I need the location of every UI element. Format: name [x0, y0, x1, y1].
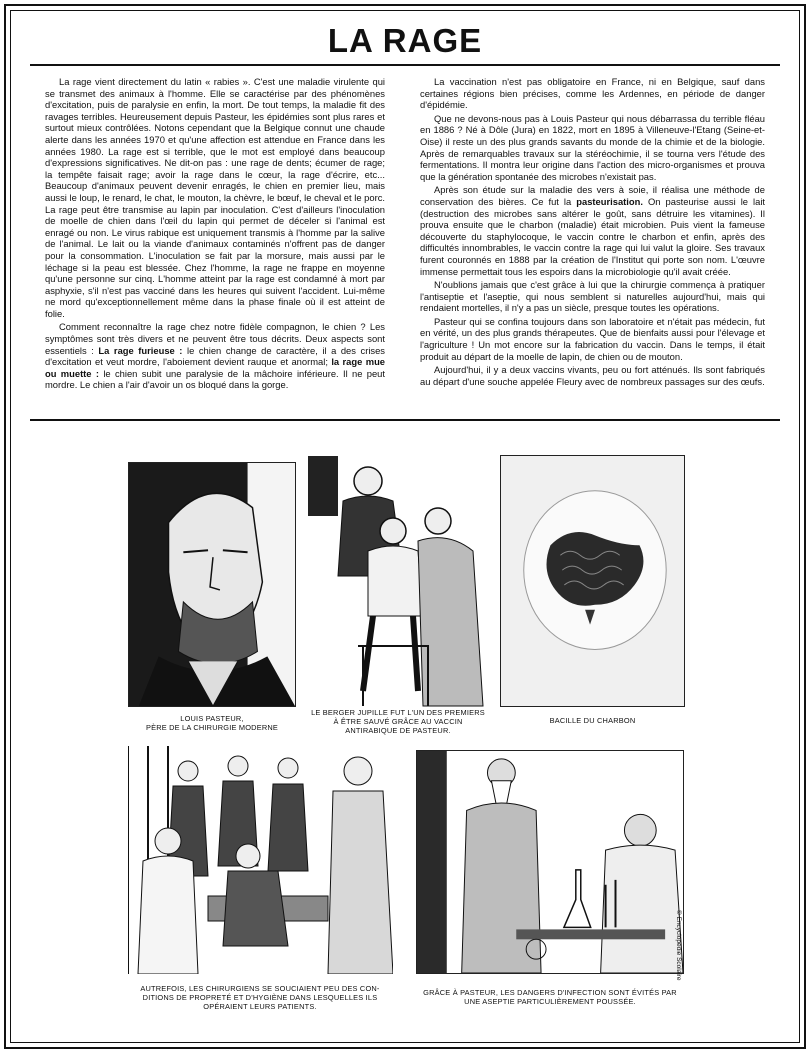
jupille-vaccination-illustration — [308, 456, 488, 708]
caption-line: DITIONS DE PROPRETÉ ET D'HYGIÈNE DANS LESQUELLES ILS — [142, 993, 378, 1002]
old-surgery-caption — [110, 984, 410, 1011]
bacille-caption: BACILLE DU CHARBON — [549, 716, 636, 725]
caption-line: LOUIS PASTEUR, — [180, 714, 244, 723]
paragraph — [420, 184, 765, 277]
bold-term: pasteurisation. — [576, 195, 643, 207]
title-rule — [30, 64, 780, 66]
text-run: le chien subit une paralysie de la mâchoire inférieure. Il ne peut mordre. Le chien a l'air d'avoir un os bloqué dans la gorge. — [45, 367, 386, 391]
caption-line: LE BERGER JUPILLE FUT L'UN DES PREMIERS — [311, 708, 485, 717]
bacille-charbon-illustration — [500, 455, 685, 707]
paragraph: La rage vient directement du latin « rabies ». C'est une maladie virulente qui se transmet des animaux à l'homme. Elle se caractérise par des phénomènes d'excitation, puis de paralysie en enfin, la mort. De tout temps, la maladie fit des ravages terribles. Heureusement depuis Pasteur, les épidémies sont plus rares et surtout mieux contrôlées. Notons cependant que la Belgique connut une chaude alerte dans les années 1970 et qu'une affection est attendue en France dans les années 1980. La rage est si terrible, que le mot est employé dans beaucoup d'expressions significatives. Ne dit-on pas : une rage de dents; écumer de rage; la tempête faisait rage; avoir la rage dans le cœur, la rage d'écrire, etc... Beaucoup d'animaux peuvent devenir enragés, le chien en premier lieu, mais aussi le loup, le renard, le chat, le mouton, la chèvre, le bœuf, le cheval et le porc. La rage peut être transmise au lapin par inoculation. C'est d'ailleurs l'inoculation de moelle de chien dans l'œil du lapin qui permet de déceler si l'animal est enragé ou non. Le virus rabique est uniquement transmis à l'homme par la salive de l'animal. Le lait ou la viande d'animaux contaminés n'offrent pas de danger pour la consommation. L'inoculation se fait par la morsure, mais aussi par le léchage si la peau est blessée. Chez l'homme, la rage ne frappe en moyenne qu'une personne sur cinq. L'homme atteint par la rage est condamné à mort par asphyxie, s'il n'est pas vacciné dans les heures qui suivent l'accident. Lui-même ne mord qu'exceptionnellement même dans la phase finale où il est atteint de folie. — [45, 76, 385, 319]
paragraph: Que ne devons-nous pas à Louis Pasteur qui nous débarrassa du terrible fléau en 1886 ? Né à Dôle (Jura) en 1822, mort en 1895 à Villeneuve-l'Etang (Seine-et-Oise) il reste un des plus grands savants du monde de la chimie et de la biologie. Après de remarquables travaux sur la stéréochimie, il se tourna vers l'étude des fermentations. Il montra leur origine dans l'action des micro-organismes et prouva que la génération spontanée des microbes n'existait pas. — [420, 112, 765, 182]
paragraph: Aujourd'hui, il y a deux vaccins vivants, peu ou fort atténués. Ils sont fabriqués au départ d'une souche appelée Fleury avec de nombreux passages sur des œufs. — [420, 364, 765, 387]
paragraph: N'oublions jamais que c'est grâce à lui que la chirurgie commença à pratiquer l'antiseptie et l'aseptie, qui nous semblent si naturelles aujourd'hui, mais qui rendaient mortelles, il n'y a pas un siècle, presque toutes les opérations. — [420, 279, 765, 314]
bold-term: La rage furieuse : — [98, 344, 183, 356]
caption-line: OPÉRAIENT LEURS PATIENTS. — [203, 1002, 317, 1011]
aseptic-lab-illustration — [416, 750, 684, 974]
text-run: On pasteurise aussi le lait (destruction des microbes sans altérer le goût, sans détruire les vitamines). Il prouva ensuite que le charbon (maladie) était microbien. Puis vient la fameuse découverte du staphylocoque, le vaccin contre le charbon et enfin, après des difficultés innombrables, le vaccin contre la rage qui lui valut la gloire. Ses travaux furent couronnés en 1888 par la création de l'Institut qui porte son nom. L'œuvre immense permettait tous les espoirs dans la microbiologie qu'il avait créée. — [420, 195, 766, 277]
caption-line: UNE ASEPTIE PARTICULIÈREMENT POUSSÉE. — [464, 997, 636, 1006]
text-run: Après son étude sur la maladie des vers à soie, il réalisa une méthode de conservation des bières. Ce fut la — [420, 184, 765, 207]
pasteur-portrait-illustration — [128, 462, 296, 707]
paragraph: La vaccination n'est pas obligatoire en France, ni en Belgique, sauf dans certaines régions bien précises, comme les Ardennes, en période de danger d'épidémie. — [420, 76, 765, 111]
page-title: LA RAGE — [327, 22, 483, 59]
bold-term: la rage mue ou muette : — [45, 356, 386, 379]
left-text-column — [45, 76, 385, 393]
text-run: Comment reconnaître la rage chez notre fidèle compagnon, le chien ? Les symptômes sont très divers et ne peuvent être tous décrits. Deux aspects sont essentiels : — [45, 321, 385, 356]
paragraph — [45, 321, 385, 391]
old-surgery-illustration — [128, 746, 393, 974]
caption-line: AUTREFOIS, LES CHIRURGIENS SE SOUCIAIENT PEU DES CON- — [140, 984, 380, 993]
jupille-caption — [300, 708, 496, 735]
pasteur-caption — [118, 714, 306, 732]
caption-line: GRÂCE À PASTEUR, LES DANGERS D'INFECTION SONT ÉVITÉS PAR — [423, 988, 677, 997]
caption-line: PÈRE DE LA CHIRURGIE MODERNE — [145, 723, 279, 732]
aseptic-lab-caption — [405, 988, 695, 1006]
paragraph: Pasteur qui se confina toujours dans son laboratoire et n'était pas médecin, fut en vérité, un des plus grands thérapeutes. Que de bienfaits aussi pour l'élevage et l'agriculture ! Un mot encore sur la fabrication du vaccin. Dans le temps, il était produit au départ de la moelle de lapin, de chien ou de mouton. — [420, 315, 765, 362]
caption-line: ANTIRABIQUE DE PASTEUR. — [345, 726, 451, 735]
right-text-column — [420, 76, 765, 389]
text-run: le chien change de caractère, il a des crises d'excitation et veut mordre, l'aboiement devient rauque et anormal; — [45, 344, 385, 368]
copyright-credit: © Encyclopédie Scolaire — [675, 910, 682, 981]
section-rule — [30, 419, 780, 421]
caption-line: À ÊTRE SAUVÉ GRÂCE AU VACCIN — [333, 717, 463, 726]
